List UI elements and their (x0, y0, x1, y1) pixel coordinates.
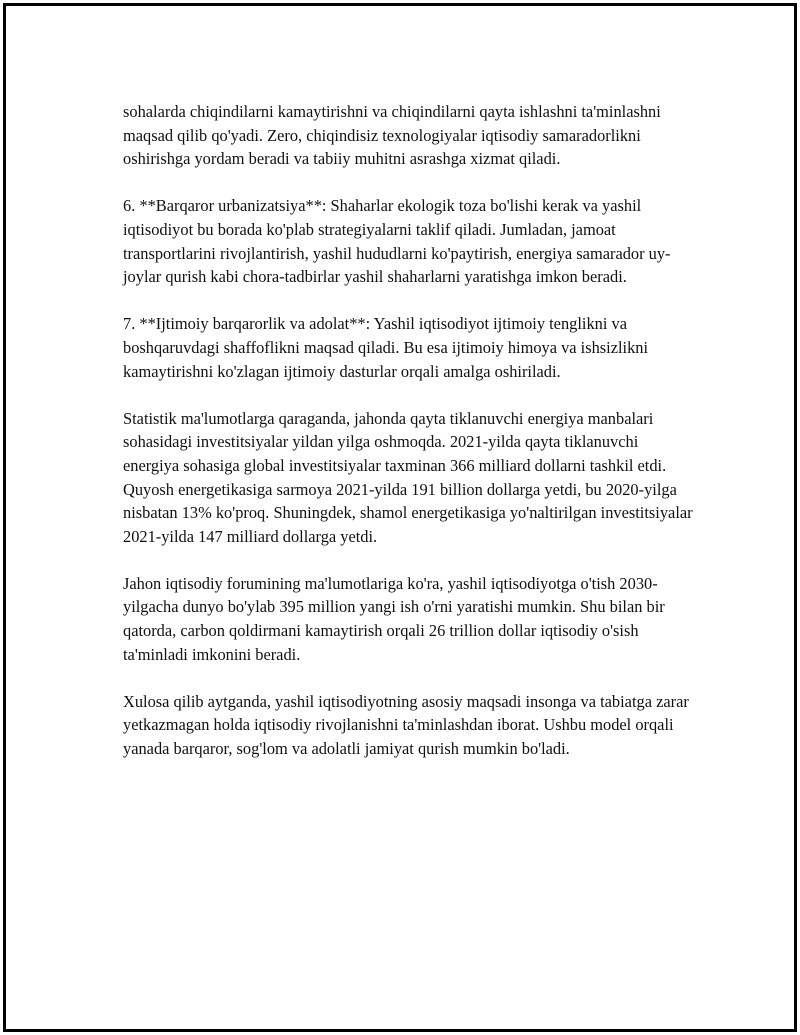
paragraph-social-sustainability: 7. **Ijtimoiy barqarorlik va adolat**: Yashil iqtisodiyot ijtimoiy tenglikni va boshqaruvdagi shaffoflikni maqsad qiladi. Bu esa ijtimoiy himoya va ishsizlikni kamaytirishni ko'zlagan ijtimoiy dasturlar orqali amalga oshiriladi. (123, 314, 649, 381)
page-frame (3, 3, 797, 1032)
paragraph-investment-statistics: Statistik ma'lumotlarga qaraganda, jahonda qayta tiklanuvchi energiya manbalari sohasidagi investitsiyalar yildan yilga oshmoqda. 2021-yilda qayta tiklanuvchi energiya sohasiga global investitsiyalar taxminan 366 milliard dollarni tashkil etdi. Quyosh energetikasiga sarmoya 2021-yilda 191 billion dollarga yetdi, bu 2020-yilga nisbatan 13% ko'proq. Shuningdek, shamol energetikasiga yo'naltirilgan investitsiyalar 2021-yilda 147 milliard dollarga yetdi. (123, 408, 693, 546)
paragraph-conclusion: Xulosa qilib aytganda, yashil iqtisodiyotning asosiy maqsadi insonga va tabiatga zarar yetkazmagan holda iqtisodiy rivojlanishni ta'minlashdan iborat. Ushbu model orqali yanada barqaror, sog'lom va adolatli jamiyat qurish mumkin bo'ladi. (123, 691, 689, 759)
document-body (123, 100, 698, 784)
paragraph-wef-data: Jahon iqtisodiy forumining ma'lumotlariga ko'ra, yashil iqtisodiyotga o'tish 2030-yilgacha dunyo bo'ylab 395 million yangi ish o'rni yaratishi mumkin. Shu bilan bir qatorda, carbon qoldirmani kamaytirish orqali 26 trillion dollar iqtisodiy o'sish ta'minladi imkonini beradi. (123, 573, 665, 664)
paragraph-sustainable-urbanization: 6. **Barqaror urbanizatsiya**: Shaharlar ekologik toza bo'lishi kerak va yashil iqtisodiyot bu borada ko'plab strategiyalarni taklif qiladi. Jumladan, jamoat transportlarini rivojlantirish, yashil hududlarni ko'paytirish, energiya samarador uy-joylar qurish kabi chora-tadbirlar yashil shaharlarni yaratishga imkon beradi. (123, 196, 671, 287)
paragraph-waste-reduction: sohalarda chiqindilarni kamaytirishni va chiqindilarni qayta ishlashni ta'minlashni maqsad qilib qo'yadi. Zero, chiqindisiz texnologiyalar iqtisodiy samaradorlikni oshirishga yordam beradi va tabiiy muhitni asrashga xizmat qiladi. (123, 102, 661, 169)
